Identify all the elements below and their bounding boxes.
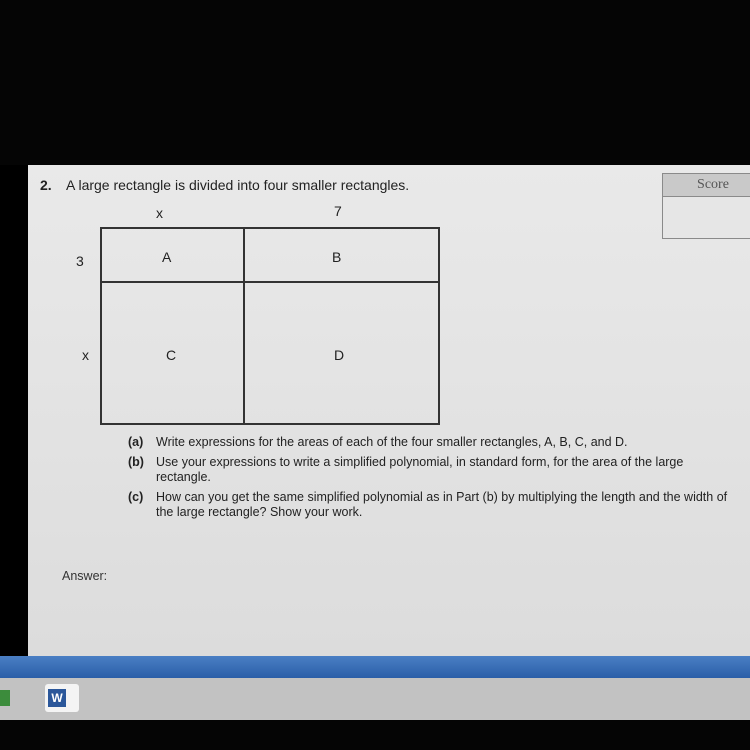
part-c-label: (c) bbox=[128, 490, 144, 504]
large-rectangle-diagram bbox=[100, 227, 440, 425]
question-text: A large rectangle is divided into four smaller rectangles. bbox=[66, 177, 410, 193]
cell-c-label: C bbox=[166, 347, 177, 363]
worksheet-page bbox=[28, 165, 750, 660]
part-b bbox=[128, 455, 738, 485]
cell-a-label: A bbox=[162, 249, 172, 265]
side-dimension-3: 3 bbox=[76, 253, 84, 269]
answer-label: Answer: bbox=[62, 569, 108, 583]
photo-top-dark-area bbox=[0, 0, 750, 165]
cell-b-label: B bbox=[332, 249, 342, 265]
vertical-divider bbox=[243, 229, 245, 423]
word-app-icon[interactable] bbox=[45, 684, 79, 712]
taskbar bbox=[0, 678, 750, 720]
horizontal-divider bbox=[102, 281, 438, 283]
word-letter: W bbox=[48, 689, 66, 707]
window-bottom-bar bbox=[0, 656, 750, 678]
photo-bottom-dark-area bbox=[0, 720, 750, 750]
cell-d-label: D bbox=[334, 347, 345, 363]
question-parts bbox=[128, 435, 738, 525]
side-dimension-x: x bbox=[82, 347, 89, 363]
score-box[interactable] bbox=[662, 173, 750, 239]
part-a-label: (a) bbox=[128, 435, 144, 449]
part-c-text: How can you get the same simplified polynomial as in Part (b) by multiplying the length and the width of the large rectangle? Show your work. bbox=[156, 490, 728, 519]
score-label: Score bbox=[663, 174, 750, 197]
part-b-text: Use your expressions to write a simplified polynomial, in standard form, for the area of the large rectangle. bbox=[156, 455, 684, 484]
part-c bbox=[128, 490, 738, 520]
question-number: 2. bbox=[40, 177, 52, 193]
top-dimension-x: x bbox=[156, 205, 163, 221]
part-a-text: Write expressions for the areas of each of the four smaller rectangles, A, B, C, and D. bbox=[156, 435, 628, 449]
part-a bbox=[128, 435, 738, 450]
part-b-label: (b) bbox=[128, 455, 144, 469]
start-icon[interactable] bbox=[0, 690, 10, 706]
top-dimension-7: 7 bbox=[334, 203, 342, 219]
